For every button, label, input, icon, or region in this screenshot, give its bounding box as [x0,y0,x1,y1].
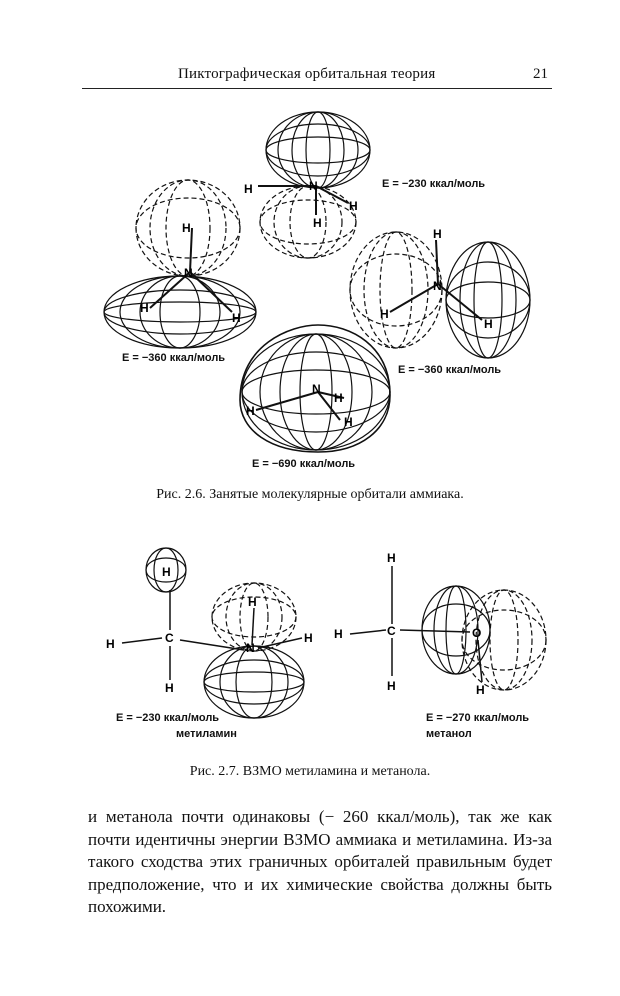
molecule-name-methanol: метанол [426,728,472,740]
atom-label: H [140,301,149,315]
atom-label: N [309,179,318,193]
atom-label: H [344,415,353,429]
body-paragraph: и метанола почти одинаковы (− 260 ккал/моль), так же как почти идентичны энергии ВЗМО аммиака и метиламина. Из-за такого сходства этих граничных орбиталей правильным будет предположение, что и их химические свойства должны быть похожими. [88,807,552,916]
atom-label: H [334,627,343,641]
figure-2-6-caption: Рис. 2.6. Занятые молекулярные орбитали аммиака. [156,487,464,502]
atom-label: H [433,227,442,241]
atom-label: H [246,404,255,418]
atom-label: H [476,683,485,697]
energy-label-methanol: E = −270 ккал/моль [426,712,530,724]
orbital-right [350,232,530,358]
atom-label: C [387,624,396,638]
atom-label: H [387,679,396,693]
page-number: 21 [533,66,548,82]
atom-label: H [232,311,241,325]
atom-label: H [182,221,191,235]
energy-label-right: E = −360 ккал/моль [398,364,502,376]
atom-label: N [312,382,321,396]
atom-label: C [165,631,174,645]
atom-label: N [433,279,442,293]
atom-label: H [484,317,493,331]
energy-label-methylamine: E = −230 ккал/моль [116,712,220,724]
energy-label-top: E = −230 ккал/моль [382,178,486,190]
molecule-name-methylamine: метиламин [176,728,237,740]
orbital-methanol [350,566,546,690]
atom-label: H [304,631,313,645]
atom-label: H [248,595,257,609]
atom-label: H [349,199,358,213]
running-title: Пиктографическая орбитальная теория [178,66,436,82]
atom-label: N [246,641,255,655]
atom-label: O [472,626,482,640]
atom-label: N [184,266,193,280]
atom-label: H [106,637,115,651]
atom-label: H [244,182,253,196]
atom-label: H [165,681,174,695]
energy-label-bottom: E = −690 ккал/моль [252,458,356,470]
orbital-methylamine [122,548,304,718]
atom-label: H [313,216,322,230]
atom-label: H [387,551,396,565]
atom-label: H [162,565,171,579]
figure-2-7-caption: Рис. 2.7. ВЗМО метиламина и метанола. [189,764,431,779]
atom-label: H [334,391,343,405]
atom-label: H [380,307,389,321]
energy-label-left: E = −360 ккал/моль [122,352,226,364]
